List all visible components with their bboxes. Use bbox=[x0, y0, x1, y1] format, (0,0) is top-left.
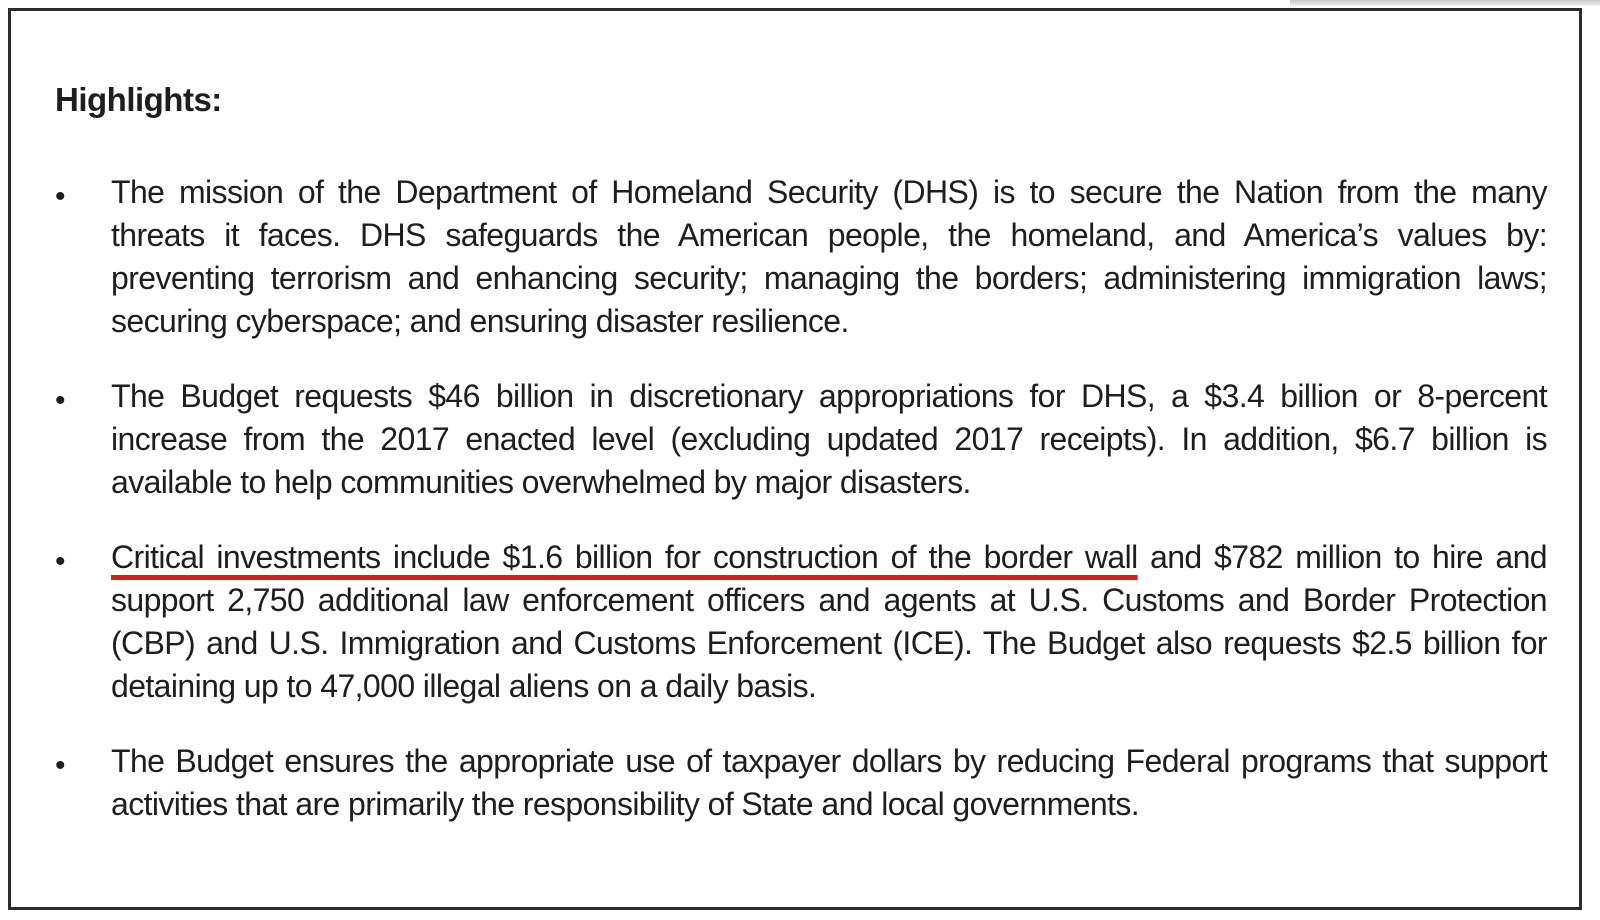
list-item-budget-request bbox=[47, 375, 1547, 504]
bullet-icon: • bbox=[55, 545, 66, 578]
bullet-text bbox=[111, 536, 1547, 708]
bullet-text-rest: and $782 million to hire and support 2,750 additional law enforcement officers and agents at U.S. Customs and Border Protection (CBP) and U.S. Immigration and Customs Enforcement (ICE). The Budget also requests $2.5 billion for detaining up to 47,000 illegal aliens on a daily basis. bbox=[111, 539, 1547, 704]
bullet-text: The Budget ensures the appropriate use of taxpayer dollars by reducing Federal programs that support activities that are primarily the responsibility of State and local governments. bbox=[111, 743, 1547, 822]
highlights-box bbox=[8, 8, 1582, 910]
list-item-taxpayer-dollars bbox=[47, 740, 1547, 826]
list-item-critical-investments bbox=[47, 536, 1547, 708]
highlights-heading: Highlights: bbox=[55, 81, 222, 118]
bullet-icon: • bbox=[55, 180, 66, 213]
bullet-icon: • bbox=[55, 384, 66, 417]
bullet-text: The mission of the Department of Homeland Security (DHS) is to secure the Nation from the many threats it faces. DHS safeguards the American people, the homeland, and America’s values by: preventing terrorism and enhancing security; managing the borders; administering immigration laws; securing cyberspace; and ensuring disaster resilience. bbox=[111, 174, 1547, 339]
page-edge-shadow bbox=[1290, 0, 1600, 6]
list-item-mission bbox=[47, 171, 1547, 343]
bullet-text: The Budget requests $46 billion in discretionary appropriations for DHS, a $3.4 billion or 8-percent increase from the 2017 enacted level (excluding updated 2017 receipts). In addition, $6.7 billion is available to help communities overwhelmed by major disasters. bbox=[111, 378, 1547, 500]
highlights-list bbox=[47, 171, 1547, 858]
bullet-icon: • bbox=[55, 749, 66, 782]
red-underlined-phrase: Critical investments include $1.6 billion for construction of the border wall bbox=[111, 539, 1138, 575]
